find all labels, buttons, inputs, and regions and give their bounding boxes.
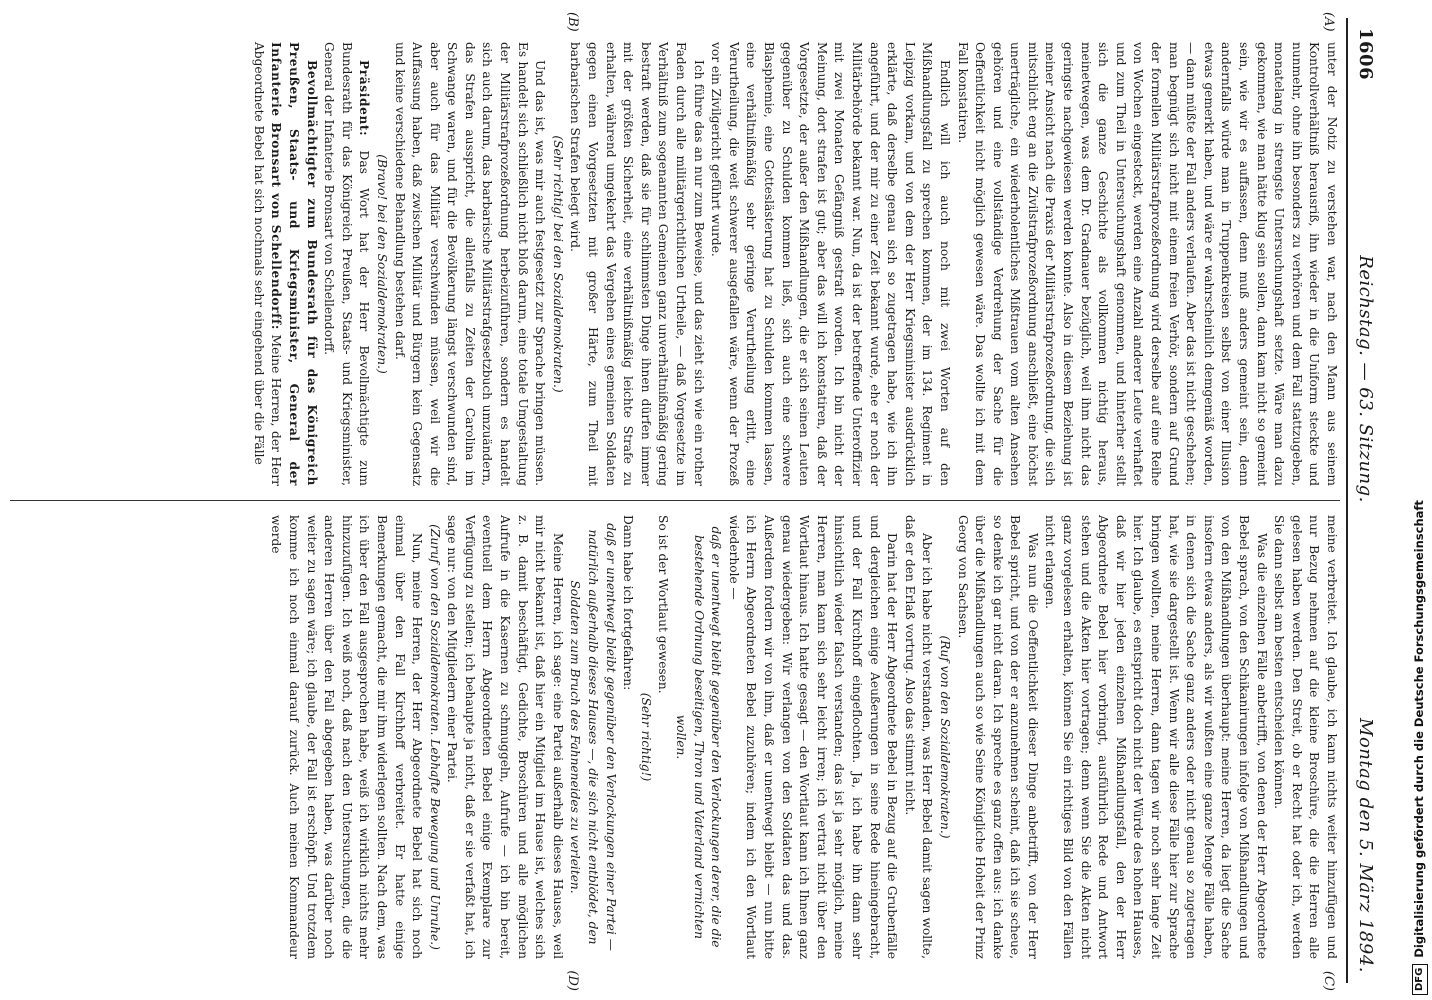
paragraph: Ich führe das an nur zum Beweise, und das zieht sich wie ein rother Faden durch alle militärgerichtlichen Urtheile, — daß Vorgesetzte im Verhältniß zum sogenannten Gemeinen ganz unverhältnißmäßig gering bestraft werden, daß sie für schlimmsten Dinge ihnen dürfen immer mit der größten Sicherheit, eine verhältnißmäßig leichte Strafe zu erhalten, während umgekehrt das Vergehen eines gemeinen Soldaten gegen einen Vorgesetzten mit großer Härte, zum Theil mit barbarischen Strafen belegt wird. bbox=[568, 42, 706, 486]
right-column bbox=[10, 501, 1340, 973]
speaker-text: Das Wort hat der Herr Bevollmächtigte zum Bundesrath für das Königreich Preußen, Staats- und Kriegsminister, General der Infanterie Bronsart von Schellendorff. bbox=[322, 42, 372, 486]
header-rule bbox=[1346, 18, 1348, 983]
paragraph: Was die einzelnen Fälle anbetrifft, von denen der Herr Abgeordnete Bebel sprach, von den Schikanirungen infolge von Mißhandlungen und von den Mißhandlungen überhaupt: meine Herren, da liegt die Sache insofern etwas anders, als wir wußten eine ganze Menge Fälle haben, in denen sich die Sache ganz anders oder nicht genau so zugetragen hat, wie sie dargestellt ist. Wenn wir alle diese Fälle hier zur Sprache bringen wollten, meine Herren, dann tagen wir noch sehr lange Zeit hier. Ich glaube, es entspricht doch nicht der Würde des hohen Hauses, daß wir hier jeden einzelnen Mißhandlungsfall, den der Herr Abgeordnete Bebel hier vorbringt, ausführlich Rede und Antwort stehen und die Akten hier vortragen; denn wenn Sie die Akten nicht ganz vorgelesen erhalten, können Sie ein richtiges Bild von den Fällen nicht erlangen. bbox=[1043, 515, 1269, 959]
paragraph: Und das ist, was mir auch festgesetzt zur Sprache bringen müssen. Es handelt sich schließlich nicht bloß darum, eine totale Umgestaltung der Militärstrafprozeßordnung herbeizuführen, sondern es handelt sich auch darum, das barbarische Militärstrafgesetzbuch umzuändern, das Strafen ausspricht, die allenfalls zu Zeiten der Carolina im Schwange waren, und für die Bevölkerung längst verschwunden sind, aber auch für das Militär verschwinden müssen, weil wir die Auffassung haben, daß zwischen Militär und Bürgern kein Gegensatz und keine verschiedene Behandlung bestehen darf. bbox=[392, 42, 548, 486]
paragraph: Aber ich habe nicht verstanden, was Herr Bebel damit sagen wollte, daß er den Erlaß vortrug. Also das stimmt nicht. bbox=[902, 515, 935, 959]
margin-mark-c: (C) bbox=[1321, 970, 1336, 991]
paragraph: Nun, meine Herren, der Herr Abgeordnete Bebel hat sich noch einmal über den Fall Kirchhoff verbreitet. Er hatte einige Bemerkungen gemacht, die mir ihm widerlegen sollten. Nach dem, was ich über den Fall ausgesprochen habe, weiß ich wirklich nichts mehr hinzuzufügen. Ich weiß noch, daß nach den Untersuchungen, die die anderen Herren über den Fall abgegeben haben, was darüber noch weiter zu sagen wäre; ich glaube, der Fall ist erschöpft. Und trotzdem komme ich noch einmal darauf zurück. Auch meinen Kommandeur werde bbox=[269, 515, 425, 959]
interjection: (Sehr richtig!) bbox=[638, 692, 653, 782]
margin-mark-b: (B) bbox=[565, 12, 580, 32]
interjection: daß er unentwegt bleibt gegenüber den Verlockungen einer Partei — natürlich außerhalb dieses Hauses —, die sich nicht entblödet, den Soldaten zum Bruch des Fahneneides zu verleiten. bbox=[568, 523, 618, 951]
speaker-name: Präsident: bbox=[357, 60, 372, 137]
credit-text: Digitalisierung gefördert durch die Deutsche Forschungsgemeinschaft bbox=[1412, 500, 1426, 958]
page-number: 1606 bbox=[1355, 28, 1377, 81]
interjection: (Bravo! bei den Sozialdemokraten.) bbox=[374, 154, 389, 374]
interjection: (Ruf von den Sozialdemokraten.) bbox=[937, 635, 952, 839]
paragraph: Darin hat der Herr Abgeordnete Bebel in Bezug auf die Grubenfälle und dergleichen einige Aeußerungen in seine Rede hineingebracht, und der Fall Kirchhoff eingeflochten. Ja, ich habe ihn dann sehr hinsichtlich wieder falsch verstanden; das ist ja sehr möglich, meine Herren, man kann sich sehr leicht irren; ich vertrat nicht über den Wortlaut hinaus. Ich hatte gesagt — den Wortlaut kann ich Ihnen ganz genau wiedergeben: Wir verlangen von den Soldaten das und das. Außerdem fordern wir von ihm, daß er unentwegt bleibt — nun bitte ich Herrn Abgeordneten Bebel zuzuhören; indem ich den Wortlaut wiederhole — bbox=[726, 515, 900, 959]
paragraph: Dann habe ich fortgefahren: bbox=[621, 515, 636, 691]
interjection: daß er unentwegt bleibt gegenüber den Verlockungen derer, die die bestehende Ordnung beseitigen, Thron und Vaterland vernichten wollen. bbox=[674, 526, 724, 948]
speaker-text: Meine Herren, der Herr Abgeordnete Bebel hat sich nochmals sehr eingehend über die Fälle bbox=[251, 42, 284, 487]
speaker-name: Bevollmächtigter zum Bundesrath für das Königreich Preußen, Staats- und Kriegsminister, General der Infanterie Bronsart von Schellendorff: bbox=[269, 42, 319, 486]
paragraph: So ist der Wortlaut gewesen. bbox=[656, 515, 671, 694]
paragraph: unter der Notiz zu verstehen war, nach den Mann aus seinem Kontrollverhältniß herausriß, ihn wieder in die Uniform steckte und nunmehr, ohne ihn besonders zu verhören und dem Fall stattzugeben, monatelang in strengste Untersuchungshaft setzte. Wäre man dazu gekommen, wie man hätte klug sein sollen, dann kam nicht so gemeint sein, wie wir es auffassen, denn muß anders gemeint sein, denn andernfalls würde man in Truppenkreisen selbst von einer Illusion etwas gemerkt haben, und wäre er wahrscheinlich demgemäß worden, — dann müßte der Fall anders verlaufen. Aber das ist nicht geschehen; man begnügt sich nicht mit einem freien Verhör, sondern auf Grund der formellen Militärstrafprozeßordnung wird derselbe auf eine Reihe von Wochen eingesteckt, werden eine Anzahl anderer Leute verhaftet und zum Theil in Untersuchungshaft genommen, und hinterher stellt sich die ganze Geschichte als vollkommen nichtig heraus, meinetwegen, was dem Dr. Gradnauer bezüglich, weil ihm nicht das geringste nachgewiesen werden konnte. Also in diesem Beziehung ist meiner Ansicht nach die Praxis der Militärstrafprozeßordnung, die sich mitschlicht eng an die Zivilstrafprozeßordnung anschließt, eine höchst unerträgliche, ein wiederholentliches Mißtrauen vom alten Ansehen gehören und eine vollständige Verdrehung der Sache für die Oeffentlichkeit nicht möglich gewesen wäre. Das wollte ich mit dem Fall konstatiren. bbox=[955, 42, 1339, 486]
interjection: (Sehr richtig! bei den Sozialdemokraten.) bbox=[550, 135, 565, 393]
dfg-logo: DFG bbox=[1412, 964, 1428, 995]
header-title: Reichstag. — 63. Sitzung. bbox=[1355, 255, 1377, 503]
page-header bbox=[1352, 28, 1380, 973]
speaker-paragraph bbox=[249, 42, 319, 486]
paragraph: Meine Herren, ich sage: eine Partei außerhalb dieses Hauses, weil mir nicht bekannt ist, daß hier ein Mitglied im Hause ist, welches sich z. B. damit beschäftigt, Gedichte, Broschüren und alle möglichen Aufrufe in die Kasernen zu schmuggeln, Aufrufe — ich bin bereit, eventuell dem Herrn Abgeordneten Bebel einige Exemplare zur Verfügung zu stellen; ich behaupte ja nicht, daß er sie verfaßt hat, ich sage nur: von den Mitgliedern einer Partei. bbox=[445, 515, 565, 959]
header-date: Montag den 5. März 1894. bbox=[1355, 718, 1377, 973]
digitization-credit bbox=[1402, 0, 1432, 1000]
text-columns bbox=[10, 28, 1340, 973]
rotated-page bbox=[0, 12, 1380, 991]
paragraph: meine verbreitet. Ich glaube, ich kann nichts weiter hinzufügen und nur Bezug nehmen auf die kleine Broschüre, die die Herren alle gelesen haben werden. Den Streit, ob er Recht hat oder ich, werden Sie dann selbst am besten entscheiden können. bbox=[1272, 515, 1339, 959]
margin-mark-d: (D) bbox=[565, 970, 580, 991]
left-column bbox=[10, 28, 1340, 500]
margin-mark-a: (A) bbox=[1321, 12, 1336, 32]
interjection: (Zuruf von den Sozialdemokraten. Lebhafte Bewegung und Unruhe.) bbox=[427, 524, 442, 950]
paragraph: Was nun die Oeffentlichkeit dieser Dinge anbetrifft, von der Herr Bebel spricht, und von der er anzunehmen scheint, daß ich sie scheue, so denke ich gar nicht daran. Ich spreche es ganz offen aus: ich danke über die Mißhandlungen auch so wie Seine Königliche Hoheit der Prinz Georg von Sachsen. bbox=[955, 515, 1040, 959]
speaker-paragraph bbox=[320, 42, 373, 486]
paragraph: Endlich will ich auch noch mit zwei Worten auf den Mißhandlungsfall zu sprechen kommen, der im 134. Regiment in Leipzig vorkam, und von dem der Herr Kriegsminister ausdrücklich erklärte, daß derselbe genau sich so zugetragen habe, wie ich ihn angeführt, und der mir zu einer Zeit bekannt wurde, ehe er noch der Militärbehörde bekannt war. Nun, da ist der betreffende Unteroffizier mit zwei Monaten Gefängniß gestraft worden. Ich bin nicht der Meinung, dort strafen ist gut; aber das will ich konstatiren, daß der Vorgesetzte, der außer den Mißhandlungen, die er sich seinen Leuten gegenüber zu Schulden kommen ließ, sich auch eine schwere Blasphemie, eine Gotteslästerung hat zu Schulden kommen lassen, eine verhältnißmäßig sehr geringe Verurtheilung erlitt, eine Verurtheilung, die weit schwerer ausgefallen wäre, wenn der Prozeß vor ein Zivilgericht geführt wurde. bbox=[709, 42, 952, 486]
